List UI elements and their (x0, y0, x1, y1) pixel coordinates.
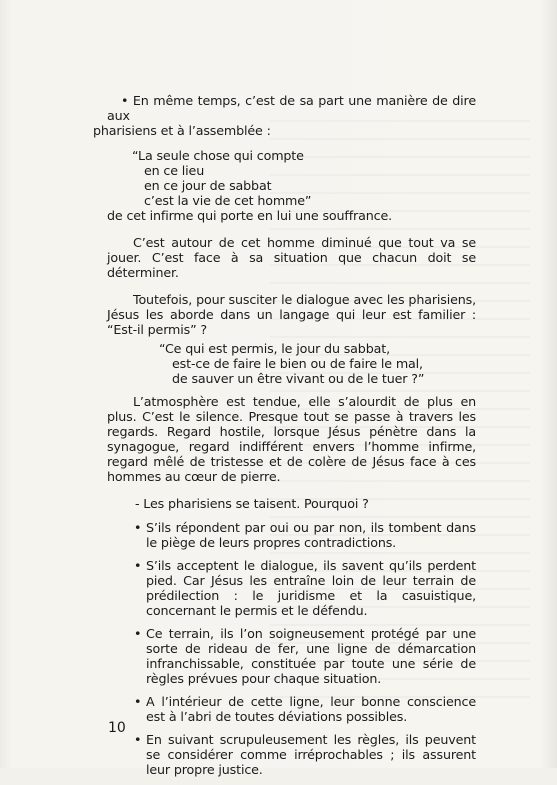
bullet-item (107, 520, 476, 550)
bullet-icon: • (134, 626, 142, 641)
paragraph-dialogue: Toutefois, pour susciter le dialogue avec les pharisiens, Jésus les aborde dans un langage qui leur est familier : “Est-il permis” ? (107, 292, 476, 337)
quote2-line-2: est-ce de faire le bien ou de faire le mal, (172, 356, 423, 371)
bullet-text: Ce terrain, ils l’on soigneusement protégé par une sorte de rideau de fer, une ligne de démarcation infranchissable, constituée par toute une série de règles prévues pour chaque situation. (146, 626, 476, 686)
bullet-icon: • (134, 520, 142, 535)
bullet-item (107, 558, 476, 618)
quote2-line-3: de sauver un être vivant ou de le tuer ?” (172, 371, 425, 386)
bullet-item (107, 694, 476, 724)
bullet-icon: • (134, 558, 142, 573)
intro-line-2: pharisiens et à l’assemblée : (93, 123, 271, 138)
quote-seule-chose (107, 148, 476, 208)
bullet-item (107, 626, 476, 686)
bullet-text: A l’intérieur de cette ligne, leur bonne conscience est à l’abri de toutes déviations possibles. (146, 694, 476, 724)
page-body (93, 93, 476, 785)
quote2-line-1: “Ce qui est permis, le jour du sabbat, (159, 341, 390, 356)
paragraph-atmosphere: L’atmosphère est tendue, elle s’alourdit de plus en plus. C’est le silence. Presque tout se passe à travers les regards. Regard hostile, lorsque Jésus pénètre dans la synagogue, regard indifférent envers l’homme infirme, regard mêlé de tristesse et de colère de Jésus face à ces hommes au cœur de pierre. (107, 394, 476, 484)
bullet-text: S’ils répondent par oui ou par non, ils tombent dans le piège de leurs propres contradictions. (146, 520, 476, 550)
quote-est-il-permis (107, 341, 476, 386)
bullet-icon: • (134, 732, 142, 747)
paragraph-homme-diminue: C’est autour de cet homme diminué que tout va se jouer. C’est face à sa situation que chacun doit se déterminer. (107, 235, 476, 280)
question-line: - Les pharisiens se taisent. Pourquoi ? (135, 496, 369, 511)
intro-paragraph (93, 93, 476, 138)
bullet-icon: • (134, 694, 142, 709)
quote1-line-3: en ce jour de sabbat (144, 178, 272, 193)
quote1-continuation: de cet infirme qui porte en lui une souffrance. (107, 208, 392, 223)
page-number: 10 (108, 720, 126, 736)
intro-line-1: • En même temps, c’est de sa part une manière de dire aux (107, 93, 476, 123)
bullet-item (107, 732, 476, 777)
bullet-text: En suivant scrupuleusement les règles, ils peuvent se considérer comme irréprochables ; ils assurent leur propre justice. (146, 732, 476, 777)
quote1-line-1: “La seule chose qui compte (132, 148, 304, 163)
quote1-line-2: en ce lieu (144, 163, 205, 178)
bullet-text: S’ils acceptent le dialogue, ils savent qu’ils perdent pied. Car Jésus les entraîne loin de leur terrain de prédilection : le juridisme et la casuistique, concernant le permis et le défendu. (146, 558, 476, 618)
quote1-line-4: c’est la vie de cet homme” (144, 193, 312, 208)
